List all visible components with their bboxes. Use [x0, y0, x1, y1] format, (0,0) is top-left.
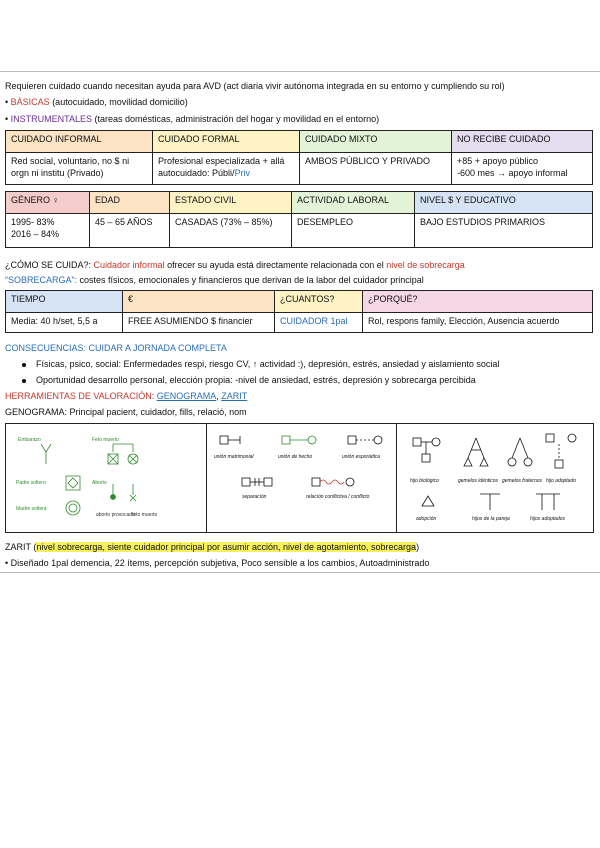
cell-estado-civil: CASADAS (73% – 85%) — [170, 214, 292, 248]
basicas-text: (autocuidado, movilidad domicilio) — [52, 97, 188, 107]
label-aborto-provocado: aborto provocado — [96, 512, 135, 518]
header-porque: ¿PORQUÉ? — [363, 291, 593, 313]
cell-nivel: BAJO ESTUDIOS PRIMARIOS — [415, 214, 593, 248]
label-hijo-adoptado: hijo adoptado — [546, 478, 577, 484]
genograma-link[interactable]: GENOGRAMA — [156, 391, 217, 401]
cell-informal: Red social, voluntario, no $ ni orgn ni institu (Privado) — [6, 153, 153, 185]
consecuencias-title: CONSECUENCIAS: CUIDAR A JORNADA COMPLETA — [5, 343, 227, 353]
label-hijos-adoptados: hijos adoptados — [530, 516, 566, 522]
header-edad: EDAD — [90, 192, 170, 214]
cell-tiempo: Media: 40 h/set, 5,5 a — [6, 313, 123, 333]
label-padre-soltero: Padre soltero — [16, 480, 46, 486]
zarit-highlight: nivel sobrecarga, siente cuidador principal por asumir acción, nivel de agotamiento, sobrecarga — [36, 542, 417, 552]
genogram-panel-symbols — [6, 424, 207, 532]
label-adopcion: adopción — [416, 516, 437, 522]
label-gemelos-fraternos: gemelos fraternos — [502, 478, 543, 484]
cell-porque: Rol, respons family, Elección, Ausencia acuerdo — [363, 313, 593, 333]
label-union-esporadica: unión esporádica — [342, 454, 381, 460]
zarit-line: ZARIT (nivel sobrecarga, siente cuidador principal por asumir acción, nivel de agotamiento, sobrecarga) — [5, 542, 420, 552]
intro-line: Requieren cuidado cuando necesitan ayuda para AVD (act diaria vivir autónoma integrada en su entorno y cumpliendo su rol) — [5, 81, 505, 91]
cell-no-recibe: +85 + apoyo público -600 mes → apoyo informal — [452, 153, 593, 185]
sobrecarga-table — [5, 290, 593, 333]
cell-edad: 45 – 65 AÑOS — [90, 214, 170, 248]
header-no-recibe: NO RECIBE CUIDADO — [452, 131, 593, 153]
cell-cuantos: CUIDADOR 1pal — [275, 313, 363, 333]
label-relacion-conflictiva: relación conflictiva / conflicto — [306, 494, 370, 500]
header-informal: CUIDADO INFORMAL — [6, 131, 153, 153]
herramientas-line: HERRAMIENTAS DE VALORACIÓN: GENOGRAMA, ZARIT — [5, 391, 248, 401]
header-formal: CUIDADO FORMAL — [153, 131, 300, 153]
cell-mixto: AMBOS PÚBLICO Y PRIVADO — [300, 153, 452, 185]
label-hijos-pareja: hijos de la pareja — [472, 516, 510, 522]
label-madre-soltera: Madre soltera — [16, 506, 47, 512]
header-actividad-laboral: ACTIVIDAD LABORAL — [292, 192, 415, 214]
instrumentales-label: INSTRUMENTALES — [10, 114, 92, 124]
genogram-figure — [5, 423, 594, 533]
cell-formal: Profesional especializada + allá autocuidado: Públi/Priv — [153, 153, 300, 185]
consecuencias-bullet-2: Oportunidad desarrollo personal, elección propia: -nivel de ansiedad, estrés, depresión y sobrecarga percibida — [22, 374, 476, 386]
consecuencias-bullet-1: Físicas, psico, social: Enfermedades respi, riesgo CV, ↑ actividad :), depresión, estrés, ansiedad y aislamiento social — [22, 358, 499, 370]
instrumentales-line: • INSTRUMENTALES (tareas domésticas, administración del hogar y movilidad en el entorno) — [5, 114, 380, 124]
genogram-panel-children — [396, 424, 593, 532]
como-se-cuida-line: ¿CÓMO SE CUIDA?: Cuidador informal ofrecer su ayuda está directamente relacionada con el nivel de sobrecarga — [5, 260, 465, 270]
header-nivel: NIVEL $ Y EDUCATIVO — [415, 192, 593, 214]
cell-euro: FREE ASUMIENDO $ financier — [123, 313, 275, 333]
genogram-panel-unions — [206, 424, 397, 532]
genogram-children-svg — [396, 424, 593, 532]
header-estado-civil: ESTADO CIVIL — [170, 192, 292, 214]
genogram-symbols-svg — [6, 424, 206, 532]
instrumentales-text: (tareas domésticas, administración del hogar y movilidad en el entorno) — [94, 114, 380, 124]
label-union-matrimonial: unión matrimonial — [214, 454, 254, 460]
basicas-label: BÁSICAS — [10, 97, 50, 107]
sobrecarga-line: “SOBRECARGA”: costes físicos, emocionales y financieros que derivan de la labor del cuidador principal — [5, 275, 424, 285]
cell-actividad-laboral: DESEMPLEO — [292, 214, 415, 248]
care-type-table — [5, 130, 593, 185]
header-euro: € — [123, 291, 275, 313]
label-separacion: separación — [242, 494, 267, 500]
label-feto-muerto: Feto muerto — [92, 437, 119, 443]
label-hijo-biologico: hijo biológico — [410, 478, 439, 484]
header-cuantos: ¿CUANTOS? — [275, 291, 363, 313]
header-genero: GÉNERO ♀ — [6, 192, 90, 214]
label-union-hecho: unión de hecho — [278, 454, 313, 460]
bottom-divider — [0, 572, 600, 573]
genograma-description: GENOGRAMA: Principal pacient, cuidador, fills, relació, nom — [5, 407, 247, 417]
zarit-link[interactable]: ZARIT — [221, 391, 248, 401]
genogram-unions-svg — [206, 424, 396, 532]
label-embarazo: Embarazo — [18, 437, 41, 443]
top-divider — [0, 71, 600, 72]
label-gemelos-identicos: gemelos idénticos — [458, 478, 499, 484]
basicas-line: • BÁSICAS (autocuidado, movilidad domicilio) — [5, 97, 188, 107]
label-aborto: Aborto — [92, 480, 107, 486]
caregiver-profile-table — [5, 191, 593, 248]
zarit-bullet: • Diseñado 1pal demencia, 22 ítems, percepción subjetiva, Poco sensible a los cambios, Autoadministrado — [5, 558, 430, 568]
label-feto-muerto-2: feto muerto — [132, 512, 158, 518]
cell-genero: 1995- 83% 2016 – 84% — [6, 214, 90, 248]
header-mixto: CUIDADO MIXTO — [300, 131, 452, 153]
header-tiempo: TIEMPO — [6, 291, 123, 313]
